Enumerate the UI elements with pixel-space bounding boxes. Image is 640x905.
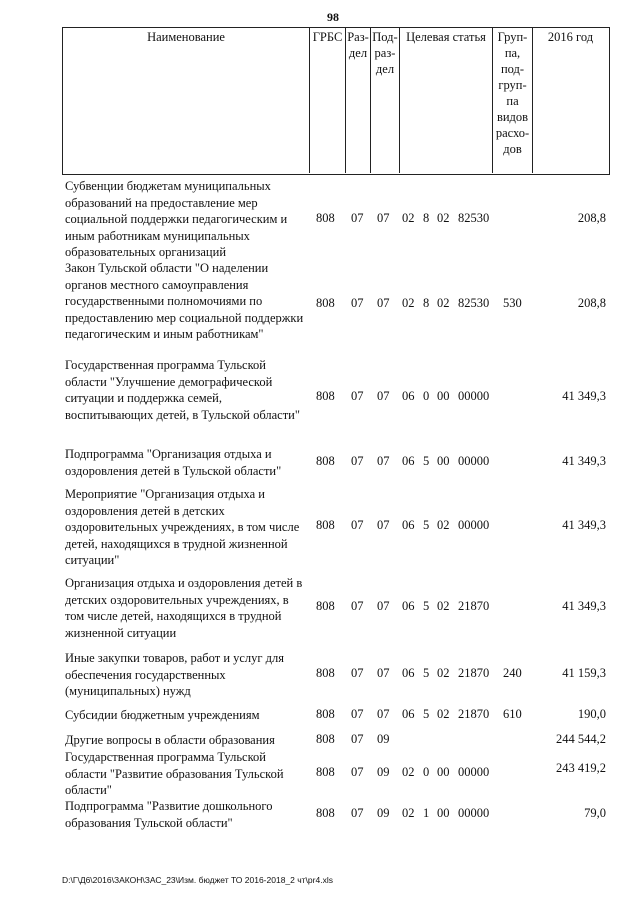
cell-t2: 5 (423, 666, 430, 680)
cell-t2: 8 (423, 211, 430, 225)
cell-t3: 02 (437, 296, 450, 310)
cell-grbs: 808 (316, 806, 335, 820)
cell-t4: 00000 (458, 765, 490, 779)
header-target: Целевая статья (406, 30, 486, 44)
cell-grbs: 808 (316, 765, 335, 779)
cell-sum: 244 544,2 (556, 732, 606, 746)
cell-grbs: 808 (316, 666, 335, 680)
cell-t2: 5 (423, 518, 430, 532)
cell-t1: 02 (402, 765, 415, 779)
cell-rz: 07 (351, 389, 364, 403)
cell-t3: 00 (437, 454, 450, 468)
footer-file-path: D:\Г\Д6\2016\ЗАКОН\ЗАС_23\Изм. бюджет ТО 2016-2018_2 чт\pr4.xls (62, 875, 333, 885)
row-name: Субвенции бюджетам муниципальных образований на предоставление мер социальной поддержки педагогическим и иным работникам муниципальных образовательных организаций (65, 179, 288, 259)
cell-vr: 240 (503, 666, 522, 680)
row-name: Организация отдыха и оздоровления детей в детских оздоровительных учреждениях, в том числе детей, находящихся в трудной жизненной ситуации (65, 576, 303, 640)
cell-grbs: 808 (316, 599, 335, 613)
cell-t3: 02 (437, 518, 450, 532)
cell-t2: 5 (423, 707, 430, 721)
cell-grbs: 808 (316, 454, 335, 468)
cell-t2: 8 (423, 296, 430, 310)
cell-t3: 00 (437, 765, 450, 779)
cell-grbs: 808 (316, 389, 335, 403)
cell-t1: 06 (402, 707, 415, 721)
cell-t4: 82530 (458, 211, 490, 225)
cell-sum: 243 419,2 (556, 761, 606, 775)
cell-t1: 06 (402, 518, 415, 532)
cell-rz: 07 (351, 732, 364, 746)
cell-grbs: 808 (316, 707, 335, 721)
row-name: Мероприятие "Организация отдыха и оздоровления детей в детских оздоровительных учреждениях, в том числе детей, находящихся в трудной жизненной ситуации" (65, 487, 300, 567)
cell-t4: 00000 (458, 389, 490, 403)
cell-rz: 07 (351, 765, 364, 779)
cell-t1: 06 (402, 599, 415, 613)
cell-sum: 79,0 (584, 806, 606, 820)
cell-grbs: 808 (316, 211, 335, 225)
cell-t3: 02 (437, 211, 450, 225)
cell-sum: 41 349,3 (562, 599, 606, 613)
cell-t3: 00 (437, 389, 450, 403)
cell-t1: 06 (402, 454, 415, 468)
row-name: Подпрограмма "Организация отдыха и оздоровления детей в Тульской области" (65, 447, 282, 478)
page-number: 98 (327, 10, 339, 24)
cell-pr: 07 (377, 666, 390, 680)
row-name: Другие вопросы в области образования (65, 733, 275, 747)
cell-grbs: 808 (316, 518, 335, 532)
cell-rz: 07 (351, 806, 364, 820)
header-razdel: Раз- дел (347, 30, 369, 60)
cell-t2: 0 (423, 765, 430, 779)
cell-t1: 02 (402, 211, 415, 225)
cell-rz: 07 (351, 518, 364, 532)
cell-pr: 07 (377, 599, 390, 613)
header-year: 2016 год (547, 30, 594, 44)
cell-t4: 21870 (458, 707, 490, 721)
cell-t2: 5 (423, 599, 430, 613)
cell-t1: 06 (402, 666, 415, 680)
cell-vr: 530 (503, 296, 522, 310)
col-divider (532, 27, 533, 173)
cell-pr: 09 (377, 806, 390, 820)
cell-vr: 610 (503, 707, 522, 721)
cell-pr: 07 (377, 454, 390, 468)
row-name: Подпрограмма "Развитие дошкольного образования Тульской области" (65, 799, 273, 830)
cell-t4: 00000 (458, 518, 490, 532)
cell-t4: 00000 (458, 454, 490, 468)
cell-t1: 02 (402, 296, 415, 310)
cell-pr: 09 (377, 765, 390, 779)
cell-sum: 41 349,3 (562, 389, 606, 403)
cell-t4: 82530 (458, 296, 490, 310)
row-name: Иные закупки товаров, работ и услуг для обеспечения государственных (муниципальных) нужд (65, 651, 285, 698)
cell-pr: 07 (377, 296, 390, 310)
cell-rz: 07 (351, 707, 364, 721)
header-grbs: ГРБС (312, 30, 343, 44)
cell-sum: 208,8 (577, 296, 606, 310)
cell-rz: 07 (351, 599, 364, 613)
col-divider (399, 27, 400, 173)
header-group: Груп- па, под- груп- па видов расхо- дов (495, 30, 530, 156)
cell-sum: 41 349,3 (562, 518, 606, 532)
row-name: Субсидии бюджетным учреждениям (65, 708, 260, 722)
cell-pr: 07 (377, 518, 390, 532)
cell-t3: 02 (437, 599, 450, 613)
header-name: Наименование (147, 30, 225, 44)
cell-t4: 00000 (458, 806, 490, 820)
cell-t2: 5 (423, 454, 430, 468)
header-podrazdel: Под- раз- дел (372, 30, 398, 76)
cell-t2: 0 (423, 389, 430, 403)
cell-sum: 41 349,3 (562, 454, 606, 468)
cell-t4: 21870 (458, 599, 490, 613)
cell-pr: 07 (377, 389, 390, 403)
cell-t4: 21870 (458, 666, 490, 680)
cell-rz: 07 (351, 296, 364, 310)
cell-t2: 1 (423, 806, 430, 820)
row-name: Закон Тульской области "О наделении органов местного самоуправления государственными полномочиями по предоставлению мер социальной поддержки педагогическим и иным работникам" (65, 261, 304, 341)
row-name: Государственная программа Тульской области "Развитие образования Тульской области" (65, 750, 284, 797)
cell-rz: 07 (351, 454, 364, 468)
cell-t1: 02 (402, 806, 415, 820)
row-name: Государственная программа Тульской области "Улучшение демографической ситуации и поддержка семей, воспитывающих детей, в Тульской области" (65, 358, 300, 422)
cell-t3: 02 (437, 666, 450, 680)
cell-pr: 07 (377, 211, 390, 225)
cell-pr: 07 (377, 707, 390, 721)
col-divider (309, 27, 310, 173)
cell-rz: 07 (351, 666, 364, 680)
cell-grbs: 808 (316, 296, 335, 310)
cell-t1: 06 (402, 389, 415, 403)
cell-sum: 190,0 (577, 707, 606, 721)
cell-rz: 07 (351, 211, 364, 225)
cell-sum: 208,8 (577, 211, 606, 225)
cell-sum: 41 159,3 (562, 666, 606, 680)
cell-grbs: 808 (316, 732, 335, 746)
cell-pr: 09 (377, 732, 390, 746)
cell-t3: 02 (437, 707, 450, 721)
cell-t3: 00 (437, 806, 450, 820)
